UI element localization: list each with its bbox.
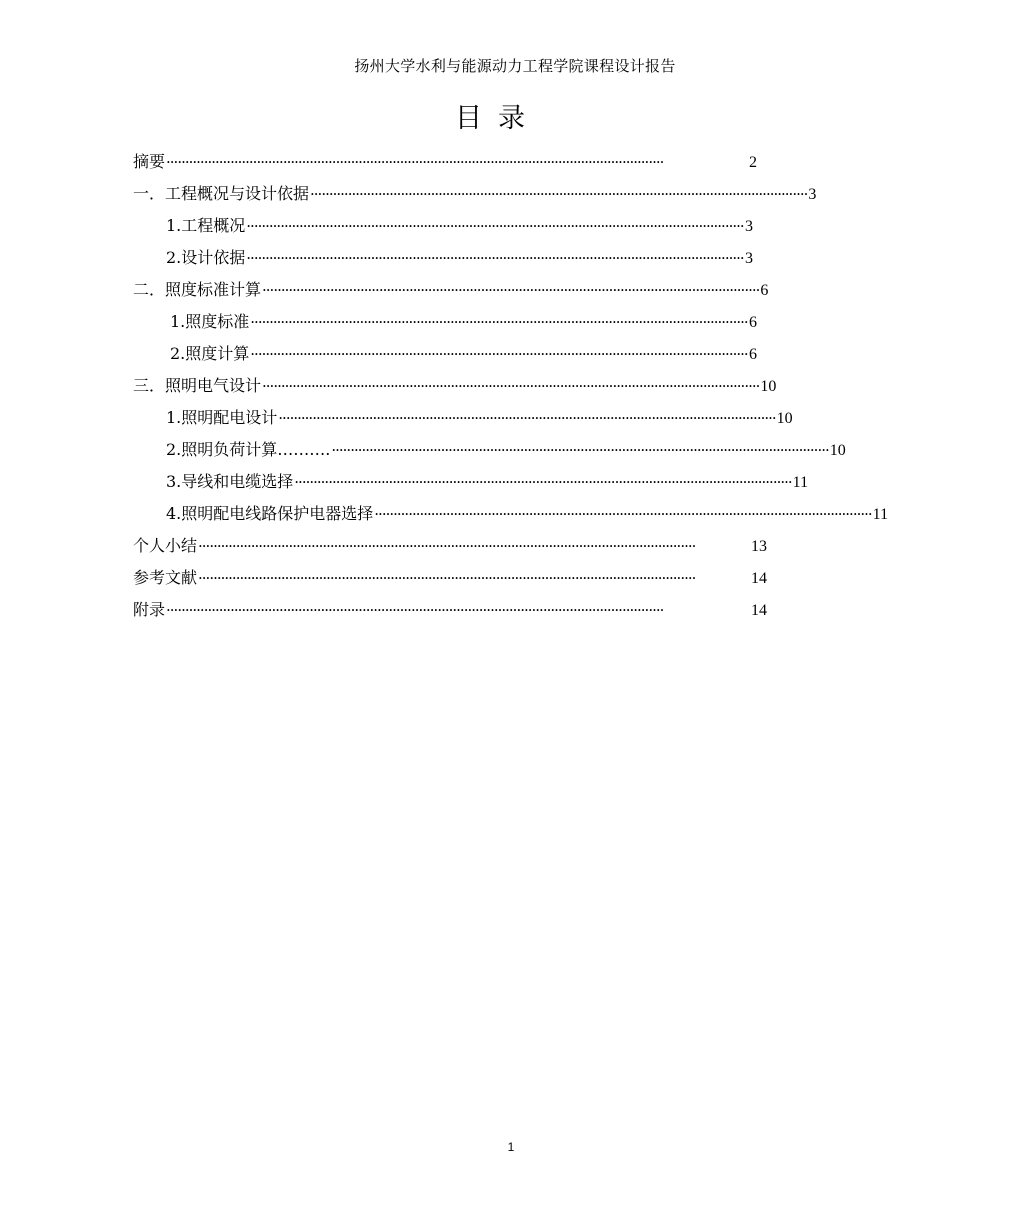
toc-leader-dots: ···································································································································· xyxy=(250,345,748,363)
toc-entry[interactable] xyxy=(170,308,757,332)
toc-leader-dots: ···································································································································· xyxy=(331,441,829,459)
toc-entry-label: 1.照度标准 xyxy=(170,312,250,331)
toc-entry[interactable] xyxy=(133,564,767,588)
toc-entry-label: 4.照明配电线路保护电器选择 xyxy=(166,504,374,523)
toc-entry[interactable] xyxy=(166,500,889,524)
toc-leader-dots: ···································································································································· xyxy=(246,249,744,267)
toc-entry[interactable] xyxy=(133,180,817,204)
toc-entry-page: 3 xyxy=(745,218,753,235)
toc-entry[interactable] xyxy=(166,244,753,268)
toc-entry-page: 10 xyxy=(776,410,793,427)
toc-leader-dots: ···································································································································· xyxy=(166,601,664,619)
toc-entry-label: 2.设计依据 xyxy=(166,248,246,267)
toc-entry-page: 10 xyxy=(829,442,846,459)
toc-leader-dots: ···································································································································· xyxy=(294,473,792,491)
running-header: 扬州大学水利与能源动力工程学院课程设计报告 xyxy=(354,57,676,75)
toc-entry-page: 6 xyxy=(749,346,757,363)
toc-entry-page: 14 xyxy=(751,602,767,619)
toc-entry-label: 参考文献 xyxy=(133,568,198,587)
toc-leader-dots: ···································································································································· xyxy=(166,153,664,171)
toc-entry-page: 13 xyxy=(751,538,767,555)
toc-entry[interactable] xyxy=(166,436,846,460)
toc-entry-label: 二．照度标准计算 xyxy=(133,280,262,299)
toc-entry-label: 2.照明负荷计算………. xyxy=(166,440,331,459)
toc-entry[interactable] xyxy=(133,596,767,620)
toc-entry-label: 1.工程概况 xyxy=(166,216,246,235)
toc-entry-page: 6 xyxy=(760,282,769,299)
toc-entry-label: 附录 xyxy=(133,600,166,619)
toc-entry-page: 11 xyxy=(872,506,889,523)
toc-leader-dots: ···································································································································· xyxy=(198,569,696,587)
toc-leader-dots: ···································································································································· xyxy=(198,537,696,555)
toc-entry[interactable] xyxy=(166,404,793,428)
toc-entry[interactable] xyxy=(166,468,809,492)
toc-entry-label: 3.导线和电缆选择 xyxy=(166,472,294,491)
toc-title: 目录 xyxy=(455,103,541,134)
toc-entry-label: 一．工程概况与设计依据 xyxy=(133,184,310,203)
toc-entry-label: 摘要 xyxy=(133,152,166,171)
toc-leader-dots: ···································································································································· xyxy=(374,505,872,523)
toc-entry[interactable] xyxy=(133,276,769,300)
toc-entry[interactable] xyxy=(166,212,753,236)
toc-leader-dots: ···································································································································· xyxy=(250,313,748,331)
toc-leader-dots: ···································································································································· xyxy=(262,281,760,299)
toc-entry-page: 3 xyxy=(745,250,753,267)
toc-entry-label: 三．照明电气设计 xyxy=(133,376,262,395)
toc-entry-label: 2.照度计算 xyxy=(170,344,250,363)
toc-entry-page: 6 xyxy=(749,314,757,331)
toc-leader-dots: ···································································································································· xyxy=(246,217,744,235)
toc-entry-label: 个人小结 xyxy=(133,536,198,555)
toc-entry-page: 14 xyxy=(751,570,767,587)
toc-entry[interactable] xyxy=(133,532,767,556)
toc-entry[interactable] xyxy=(133,148,757,172)
toc-entry-label: 1.照明配电设计 xyxy=(166,408,278,427)
toc-entry[interactable] xyxy=(133,372,777,396)
toc-entry-page: 2 xyxy=(749,154,757,171)
toc-leader-dots: ···································································································································· xyxy=(310,185,808,203)
toc-entry[interactable] xyxy=(170,340,757,364)
page-number: 1 xyxy=(507,1140,515,1154)
toc-entry-page: 10 xyxy=(760,378,777,395)
toc-entry-page: 3 xyxy=(808,186,817,203)
toc-leader-dots: ···································································································································· xyxy=(262,377,760,395)
toc-entry-page: 11 xyxy=(792,474,809,491)
toc-leader-dots: ···································································································································· xyxy=(278,409,776,427)
